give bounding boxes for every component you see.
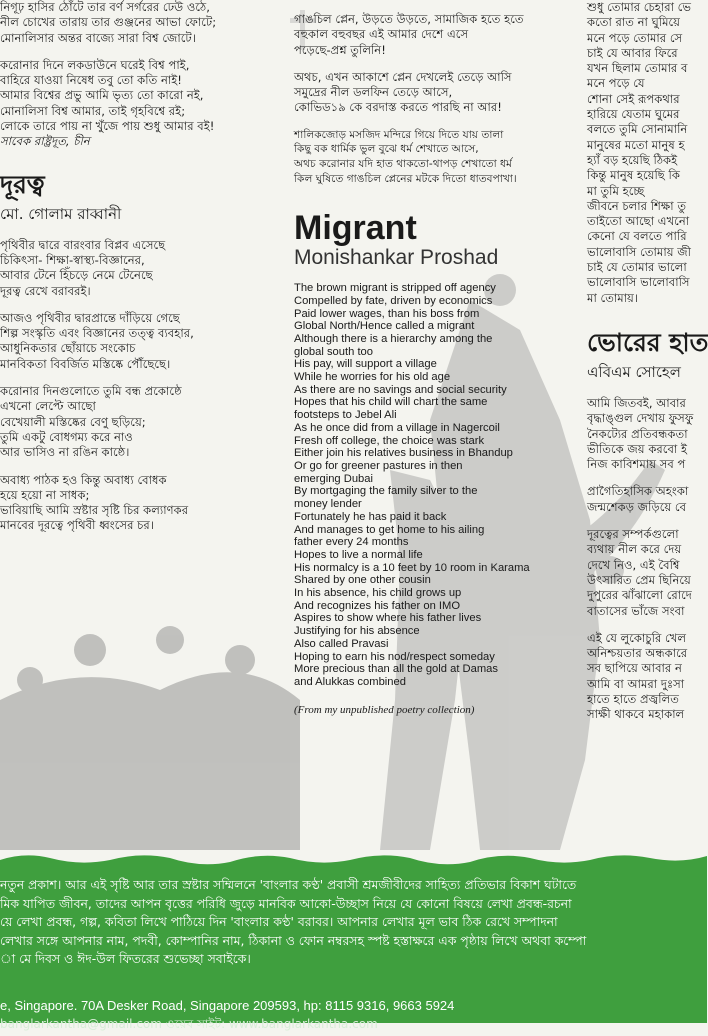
poem-line: হয়ে হয়ো না সাধক; bbox=[0, 487, 90, 502]
poem-line: দুপুরের ঝাঁঝালো রোদে bbox=[587, 588, 692, 603]
poem-line: Or go for greener pastures in then bbox=[294, 460, 463, 472]
poem-line: বহুকাল বহুবছর এই আমার দেশে এসে bbox=[294, 27, 469, 42]
poem-line: আর ভাসিও না রঙিন কাষ্ঠে। bbox=[0, 445, 130, 460]
intro-poem bbox=[0, 0, 270, 150]
poem-line: কোভিড১৯ কে বরদাস্ত করতে পারছি না আর! bbox=[294, 100, 502, 115]
poem-line: হারিয়ে যেতাম ঘুমের bbox=[587, 107, 680, 122]
poem-line: মানবের দূরত্বে পৃথিবী ধ্বংসের চর। bbox=[0, 518, 154, 533]
poem-stanza bbox=[0, 473, 270, 534]
poem-line: As he once did from a village in Nagercoil bbox=[294, 421, 500, 434]
poem-stanza bbox=[294, 70, 569, 116]
poem-line: গাঙচিল প্লেন, উড়তে উড়তে, সামাজিক হতে হতে bbox=[294, 12, 524, 26]
poem-line: global south too bbox=[294, 345, 373, 358]
poem-line: মানুষের মতো মানুষ হ bbox=[587, 137, 685, 152]
notice-line: লেখার সঙ্গে আপনার নাম, পদবী, কোম্পানির নাম, ঠিকানা ও ফোন নম্বরসহ স্পষ্ট হস্তাক্ষরে এক পৃষ্ঠায় লিখে অথবা কম্পো bbox=[0, 932, 587, 948]
poem-line: By mortgaging the family silver to the bbox=[294, 485, 478, 498]
poem-line: ব্যথায় নীল করে দেয় bbox=[587, 542, 682, 557]
poem-stanza bbox=[0, 311, 270, 372]
poem-line: দূরত্বের সম্পর্কগুলো bbox=[587, 527, 679, 542]
contact-email[interactable]: banglarkantha@gmail.com ওয়েব সাইট: www.banglarkantha.com bbox=[0, 1017, 378, 1031]
poem-line: আমি জিতবই, আবার bbox=[587, 395, 686, 410]
poem-stanza bbox=[294, 128, 569, 186]
poem-line: শিল্প সংস্কৃতি এবং বিজ্ঞানের তত্ত্ব ব্যবহার, bbox=[0, 326, 194, 341]
poem-line: পড়েছে-প্রশ্ন তুলিনি! bbox=[294, 42, 386, 57]
notice-line: য়ে লেখা প্রবন্ধ, গল্প, কবিতা লিখে পাঠিয়ে দিন 'বাংলার কণ্ঠ' বরাবর। আপনার লেখার মূল ভাব ঠিক রেখে সম্পাদনা bbox=[0, 914, 558, 930]
poem-line: Paid lower wages, than his boss from bbox=[294, 307, 480, 320]
poem-line: উৎসারিত প্রেম ছিনিয়ে bbox=[587, 572, 691, 587]
poem-line: অথচ করোনার যদি হাত থাকতো-থাপড় শেখাতো ধর্ম bbox=[294, 157, 512, 170]
poem-line: আমার বিশ্বের প্রভু আমি ভৃত্য তো কারো নই, bbox=[0, 88, 204, 103]
poem-line: অনিশ্চয়তার অন্ধকারে bbox=[587, 646, 688, 661]
poem-line: Hopes to live a normal life bbox=[294, 548, 423, 561]
poem-stanza bbox=[0, 238, 270, 299]
poem-line: While he worries for his old age bbox=[294, 371, 451, 384]
poem-line: In his absence, his child grows up bbox=[294, 587, 462, 600]
poem-line: Aspires to show where his father lives bbox=[294, 612, 482, 625]
poem-line: কিল ঘুষিতে গাঙচিল প্লেনের মটকে দিতো ধাতবপাখা। bbox=[294, 172, 517, 185]
poem-stanza bbox=[587, 631, 707, 723]
poem-stanza bbox=[587, 527, 707, 619]
migrant-author: Monishankar Proshad bbox=[294, 246, 499, 270]
poem-line: অথচ, এখন আকাশে প্লেন দেখলেই তেড়ে আসি bbox=[294, 69, 512, 84]
poem-line: চিকিৎসা- শিক্ষা-স্বাস্থ্য-বিজ্ঞানের, bbox=[0, 252, 145, 267]
poem-line: Either join his relatives business in Bhandup bbox=[294, 447, 513, 460]
poem-line: করোনার দিনে লকডাউনে ঘরেই বিশ্ব পাই, bbox=[0, 57, 190, 72]
poem-line: Fortunately he has paid it back bbox=[294, 510, 447, 523]
poem-line: তাইতো আছো এখনো bbox=[587, 214, 690, 229]
migrant-title: Migrant bbox=[294, 209, 417, 248]
poem-line: As there are no savings and social security bbox=[294, 383, 507, 396]
poem-author: মো. গোলাম রাব্বানী bbox=[0, 204, 122, 223]
migrant-source-note: (From my unpublished poetry collection) bbox=[294, 703, 475, 716]
poem-line: এখনো লেপ্টে আছো bbox=[0, 399, 96, 414]
poem-stanza bbox=[587, 396, 707, 472]
poem-line: মনে পড়ে যে bbox=[587, 76, 645, 91]
poem-stanza bbox=[587, 484, 707, 515]
poem-line: Shared by one other cousin bbox=[294, 574, 431, 587]
poem-line: footsteps to Jebel Ali bbox=[294, 409, 397, 422]
poem-line: emerging Dubai bbox=[294, 472, 373, 485]
poem-line: ভালোবাসি তোমায় জী bbox=[587, 244, 691, 259]
poem-line: জন্মশেকড় জড়িয়ে বে bbox=[587, 499, 687, 514]
poem-line: ভালোবাসি ভালোবাসি bbox=[587, 275, 690, 290]
poem-line: নিগূঢ় হাসির ঠোঁটে তার বর্ণ সর্গরের ঢেউ ওঠে, bbox=[0, 0, 210, 14]
poem-line: ভাবিয়াছি আমি স্রষ্টার সৃষ্টি চির কল্যাণকর bbox=[0, 503, 189, 518]
poem-line: মনে পড়ে তোমার সে bbox=[587, 30, 683, 45]
poem-line: বাতাসের ভাঁজে সংবা bbox=[587, 603, 685, 618]
footer-banner bbox=[0, 850, 707, 1031]
poem-title: ভোরের হাত bbox=[587, 327, 708, 357]
poem-line: যখন ছিলাম তোমার ব bbox=[587, 61, 688, 76]
poem-line: আধুনিকতার ছোঁয়াচে সংকোচ bbox=[0, 341, 136, 356]
notice-line: মিক যাপিত জীবন, তাদের আপন বৃত্তের পরিধি জুড়ে মানবিক আকো-উচ্ছাস নিয়ে যে কোনো বিষয়ে লেখা প্রবন্ধ-রচনা bbox=[0, 895, 572, 911]
poem-line: And manages to get home to his ailing bbox=[294, 523, 485, 536]
migrant-poem-body bbox=[294, 282, 569, 689]
poem-line: Justifying for his absence bbox=[294, 625, 420, 638]
left-column bbox=[0, 0, 270, 546]
poem-line: শুধু তোমার চেহারা ভে bbox=[587, 0, 691, 14]
poem-line: ভীতিকে জয় করবো ই bbox=[587, 441, 687, 456]
notice-line: নতুন প্রকাশ। আর এই সৃষ্টি আর তার স্রষ্টার সম্মিলনে 'বাংলার কণ্ঠ' প্রবাসী শ্রমজীবীদের সাহিত্য প্রতিভার বিকাশ ঘটাতে bbox=[0, 877, 577, 892]
poem-line: প্রাগৈতিহাসিক অহংকা bbox=[587, 484, 689, 499]
poem-line: সাক্ষী থাকবে মহাকাল bbox=[587, 707, 685, 722]
poem-line: শোনা সেই রূপকথার bbox=[587, 91, 680, 106]
poem-stanza bbox=[587, 0, 707, 306]
poem-line: সব ছাপিয়ে আবার ন bbox=[587, 661, 682, 676]
poem-line: দেখে নিও, এই বৈশ্বি bbox=[587, 557, 680, 572]
poem-line: সমুদ্রের নীল ডলফিন তেড়ে আসে, bbox=[294, 85, 453, 100]
poem-line: The brown migrant is stripped off agency bbox=[294, 282, 496, 295]
poem-line: মোনালিসা বিশ্ব আমার, তাই গৃহবিশ্বে রই; bbox=[0, 103, 186, 118]
poem-line: লোকে তারে পায় না খুঁজে পায় শুধু আমার বই! bbox=[0, 119, 215, 134]
poem-line: হাতে হাতে প্রজ্বলিত bbox=[587, 691, 679, 706]
poem-line bbox=[0, 46, 270, 58]
poem-author: এবিএম সোহেল bbox=[587, 362, 681, 381]
poem-line: মা তোমায়। bbox=[587, 290, 639, 305]
poem-line: মোনালিসার অন্তর বাজ্যে সারা বিশ্ব জোটে। bbox=[0, 30, 196, 45]
poem-line: মা তুমি হচ্ছে bbox=[587, 183, 645, 198]
poem-line: কিছু বক ধার্মিক ভুল বুঝে ধর্ম শেখাতে আসে, bbox=[294, 143, 479, 156]
poem-line: শালিকজোড় মসজিদ মন্দিরে গিয়ে দিতে যায় তালা bbox=[294, 128, 504, 141]
poem-line: পৃথিবীর দ্বারে বারংবার বিপ্লব এসেছে bbox=[0, 237, 166, 252]
poem-line: কতো রাত না ঘুমিয়ে bbox=[587, 15, 681, 30]
middle-column bbox=[294, 0, 569, 718]
poem-line: বৃদ্ধাঙ্গুল দেখায় ফুসফু bbox=[587, 411, 694, 426]
poem-line: চাই যে আবার ফিরে bbox=[587, 45, 678, 60]
poem-line: নীল চোখের তারায় তার গুঞ্জনের আভা ফোটে; bbox=[0, 15, 217, 30]
intro-poem-author: সাবেক রাষ্ট্রদূত, চীন bbox=[0, 134, 90, 149]
poem-line: Although there is a hierarchy among the bbox=[294, 332, 493, 345]
poem-line: Compelled by fate, driven by economics bbox=[294, 294, 493, 307]
poem-line: অবাধ্য পাঠক হও কিন্তু অবাধ্য বোধক bbox=[0, 472, 167, 487]
poem-line: আবার টেনে হিঁচড়ে নেমে টেনেছে bbox=[0, 268, 153, 283]
poem-line: জীবনে চলার শিক্ষা তু bbox=[587, 198, 687, 213]
poem-line: হ্যাঁ বড় হয়েছি ঠিকই bbox=[587, 152, 678, 167]
poem-line: and Alukkas combined bbox=[294, 675, 406, 688]
poem-stanza bbox=[0, 384, 270, 460]
notice-line: া মে দিবস ও ঈদ-উল ফিতরের শুভেচ্ছা সবাইকে। bbox=[0, 951, 251, 967]
poem-line: দূরত্ব রেখে বরাবরই। bbox=[0, 283, 91, 298]
contact-address: e, Singapore. 70A Desker Road, Singapore 209593, hp: 8115 9316, 9663 5924 bbox=[0, 998, 455, 1013]
poem-line: Fresh off college, the choice was stark bbox=[294, 434, 485, 447]
poem-line: money lender bbox=[294, 498, 362, 511]
poem-line: এই যে লুকোচুরি খেল bbox=[587, 630, 686, 645]
poem-title: দূরত্ব bbox=[0, 169, 45, 199]
poem-line: মানবিকতা বিবর্জিত মস্তিষ্কে পৌঁছেছে। bbox=[0, 356, 171, 371]
poem-line: বাহিরে যাওয়া নিষেধ তবু তো কতি নাই! bbox=[0, 73, 182, 88]
poem-line: নৈকট্যের প্রতিবন্ধকতা bbox=[587, 426, 688, 441]
poem-stanza bbox=[294, 12, 569, 58]
poem-line: করোনার দিনগুলোতে তুমি বন্ধ প্রকোষ্ঠে bbox=[0, 384, 182, 399]
poem-line: His normalcy is a 10 feet by 10 room in Karama bbox=[294, 561, 530, 574]
poem-line: Also called Pravasi bbox=[294, 637, 389, 650]
poem-line: বলতে তুমি সোনামানি bbox=[587, 122, 688, 137]
poem-line: বেখেয়ালী মস্তিষ্কের বেণু ছড়িয়ে; bbox=[0, 414, 146, 429]
right-column bbox=[587, 0, 707, 735]
poem-line: Hoping to earn his nod/respect someday bbox=[294, 650, 495, 663]
poem-line: তুমি একটু বোধগম্য করে নাও bbox=[0, 429, 133, 444]
poem-line: আমি বা আমরা দুঃসা bbox=[587, 676, 685, 691]
poem-line: Hopes that his child will chart the same bbox=[294, 396, 488, 409]
poem-line: And recognizes his father on IMO bbox=[294, 599, 461, 612]
poem-line: Global North/Hence called a migrant bbox=[294, 320, 475, 333]
poem-line: father every 24 months bbox=[294, 536, 409, 549]
poem-line: আজও পৃথিবীর দ্বারপ্রান্তে দাঁড়িয়ে গেছে bbox=[0, 310, 180, 325]
poem-line: চাই যে তোমার ভালো bbox=[587, 260, 687, 275]
submission-notice bbox=[0, 876, 707, 969]
poem-line: নিজ কাবিশমায় সব প bbox=[587, 457, 686, 472]
poem-line: কেনো যে বলতে পারি bbox=[587, 229, 687, 244]
poem-line: More precious than all the gold at Damas bbox=[294, 663, 498, 676]
poem-line: কিন্তু মানুষ হয়েছি কি bbox=[587, 168, 680, 183]
poem-line: His pay, will support a village bbox=[294, 358, 437, 371]
